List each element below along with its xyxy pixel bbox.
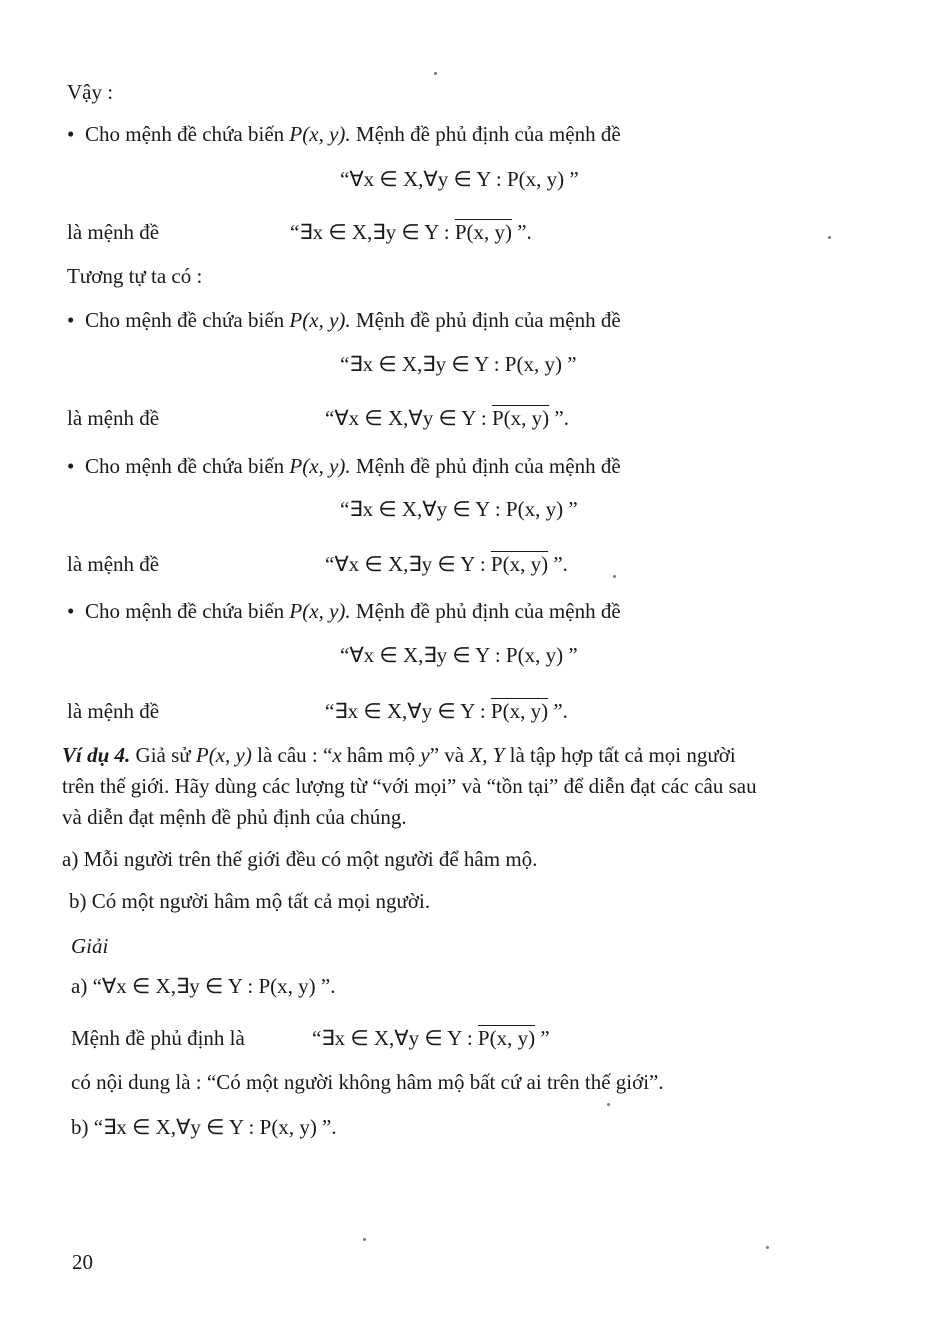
- la-menh-de-3: là mệnh đề: [67, 552, 160, 576]
- bullet-line-3: • Cho mệnh đề chứa biến P(x, y). Mệnh đề phủ định của mệnh đề: [67, 454, 621, 478]
- solution-label: Giải: [71, 934, 109, 958]
- example-line-1: Ví dụ 4. Giả sử P(x, y) là câu : “x hâm mộ y” và X, Y là tập hợp tất cả mọi người: [62, 743, 736, 767]
- scan-speck: [613, 575, 616, 578]
- example-line-3: và diễn đạt mệnh đề phủ định của chúng.: [62, 805, 407, 829]
- la-menh-de-1: là mệnh đề: [67, 220, 160, 244]
- bullet-line-4: • Cho mệnh đề chứa biến P(x, y). Mệnh đề phủ định của mệnh đề: [67, 599, 621, 623]
- example-item-a: a) Mỗi người trên thế giới đều có một người để hâm mộ.: [62, 847, 538, 871]
- formula-negation-2: “∀x ∈ X,∀y ∈ Y : P(x, y) ”.: [325, 406, 569, 430]
- bullet-line-1: • Cho mệnh đề chứa biến P(x, y). Mệnh đề phủ định của mệnh đề: [67, 122, 621, 146]
- formula-negation-1: “∃x ∈ X,∃y ∈ Y : P(x, y) ”.: [290, 220, 532, 244]
- formula-quantified-2: “∃x ∈ X,∃y ∈ Y : P(x, y) ”: [340, 352, 577, 376]
- bullet-icon: •: [67, 308, 75, 332]
- formula-negation-3: “∀x ∈ X,∃y ∈ Y : P(x, y) ”.: [325, 552, 568, 576]
- negation-label: Mệnh đề phủ định là: [71, 1026, 245, 1050]
- solution-b-formula: b) “∃x ∈ X,∀y ∈ Y : P(x, y) ”.: [71, 1115, 337, 1139]
- example-item-b: b) Có một người hâm mộ tất cả mọi người.: [69, 889, 431, 913]
- scan-speck: [766, 1246, 769, 1249]
- la-menh-de-4: là mệnh đề: [67, 699, 160, 723]
- solution-a-formula: a) “∀x ∈ X,∃y ∈ Y : P(x, y) ”.: [71, 974, 336, 998]
- scan-speck: [434, 72, 437, 75]
- solution-content: có nội dung là : “Có một người không hâm mộ bất cứ ai trên thế giới”.: [71, 1070, 664, 1094]
- bullet-icon: •: [67, 454, 75, 478]
- scan-speck: [828, 236, 831, 239]
- bullet-line-2: • Cho mệnh đề chứa biến P(x, y). Mệnh đề phủ định của mệnh đề: [67, 308, 621, 332]
- formula-quantified-4: “∀x ∈ X,∃y ∈ Y : P(x, y) ”: [340, 643, 578, 667]
- bullet-icon: •: [67, 599, 75, 623]
- example-label: Ví dụ 4.: [62, 743, 131, 767]
- formula-negation-4: “∃x ∈ X,∀y ∈ Y : P(x, y) ”.: [325, 699, 568, 723]
- formula-quantified-1: “∀x ∈ X,∀y ∈ Y : P(x, y) ”: [340, 167, 579, 191]
- scan-speck: [607, 1103, 610, 1106]
- example-line-2: trên thế giới. Hãy dùng các lượng từ “với mọi” và “tồn tại” để diễn đạt các câu sau: [62, 774, 757, 798]
- tuong-tu-text: Tương tự ta có :: [67, 264, 203, 288]
- scan-speck: [363, 1238, 366, 1241]
- la-menh-de-2: là mệnh đề: [67, 406, 160, 430]
- page-number: 20: [72, 1250, 93, 1274]
- formula-quantified-3: “∃x ∈ X,∀y ∈ Y : P(x, y) ”: [340, 497, 578, 521]
- solution-negation-formula: “∃x ∈ X,∀y ∈ Y : P(x, y) ”: [312, 1026, 550, 1050]
- bullet-icon: •: [67, 122, 75, 146]
- heading-vay: Vậy :: [67, 80, 114, 104]
